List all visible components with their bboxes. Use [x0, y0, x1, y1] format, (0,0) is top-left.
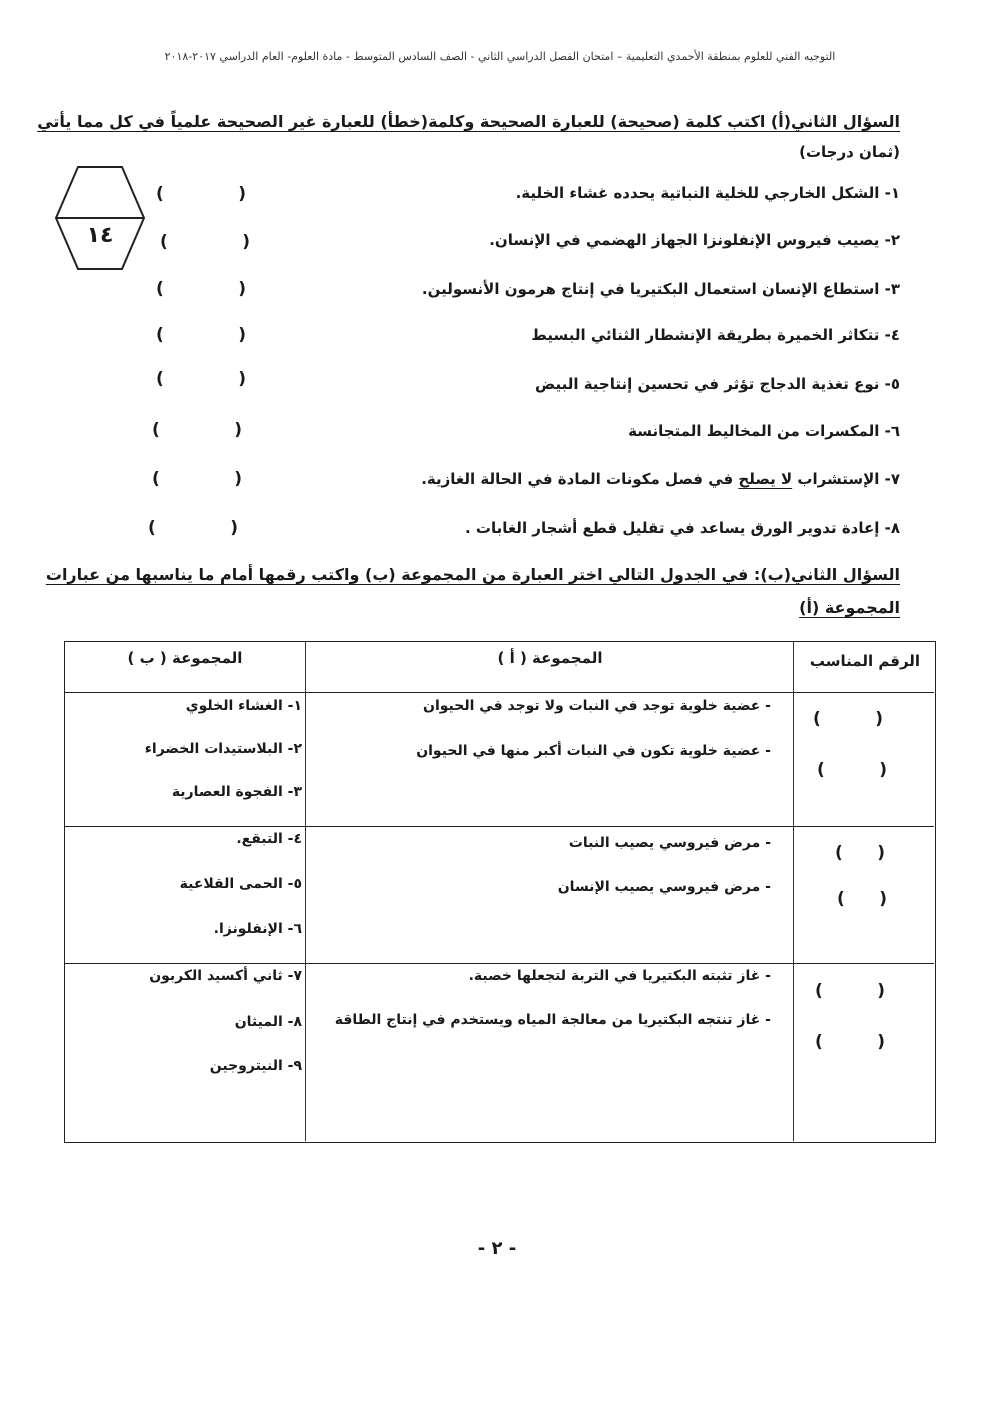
row3-answer-2[interactable]: ( ) [815, 1032, 885, 1052]
statement-3: ٣- استطاع الإنسان استعمال البكتيريا في إنتاج هرمون الأنسولين. [421, 280, 900, 298]
header-group-a: المجموعة ( أ ) [497, 649, 603, 667]
statement-7-emphasis: لا يصلح [738, 470, 793, 488]
answer-slot-8[interactable]: ( ) [148, 518, 238, 538]
statement-4: ٤- تتكاثر الخميرة بطريقة الإنشطار الثنائي البسيط [531, 326, 900, 344]
row3-answer-1[interactable]: ( ) [815, 981, 885, 1001]
row2-group-b-item-3: ٦- الإنفلونزا. [213, 921, 302, 937]
question-2a-marks: (ثمان درجات) [799, 143, 900, 161]
row1-answer-2[interactable]: ( ) [817, 760, 887, 780]
answer-slot-2[interactable]: ( ) [160, 232, 250, 252]
row2-group-a-item-1: - مرض فيروسي يصيب النبات [568, 835, 771, 851]
row2-group-b-item-1: ٤- التبقع. [236, 831, 302, 847]
row3-group-b-item-1: ٧- ثاني أكسيد الكربون [149, 968, 302, 984]
statement-1: ١- الشكل الخارجي للخلية النباتية يحدده غشاء الخلية. [515, 184, 900, 202]
header-group-b: المجموعة ( ب ) [127, 649, 243, 667]
question-2a-title: السؤال الثاني(أ) اكتب كلمة (صحيحة) للعبارة الصحيحة وكلمة(خطأ) للعبارة غير الصحيحة علمياً في كل مما يأتي [37, 112, 900, 131]
page-number: - ٢ - [477, 1238, 517, 1259]
row3-group-b-item-3: ٩- النيتروجين [209, 1058, 302, 1074]
score-hexagon-icon [52, 163, 148, 273]
row2-group-b-item-2: ٥- الحمى القلاعية [179, 876, 302, 892]
matching-table [64, 641, 936, 1143]
exam-header: التوجيه الفني للعلوم بمنطقة الأحمدي التعليمية – امتحان الفصل الدراسي الثاني - الصف السادس المتوسط - مادة العلوم- العام الدراسي ٢٠١٧-٢٠١٨ [164, 50, 836, 63]
row1-group-a-item-1: - عضية خلوية توجد في النبات ولا توجد في الحيوان [423, 698, 771, 714]
row3-group-a-item-2: - غاز تنتجه البكتيريا من معالجة المياه ويستخدم في إنتاج الطاقة [334, 1012, 771, 1028]
answer-slot-7[interactable]: ( ) [152, 469, 242, 489]
row1-group-b-item-2: ٢- البلاستيدات الخضراء [144, 741, 302, 757]
row1-answer-1[interactable]: ( ) [813, 709, 883, 729]
header-number: الرقم المناسب [809, 652, 921, 670]
statement-5: ٥- نوع تغذية الدجاج تؤثر في تحسين إنتاجية البيض [535, 375, 900, 393]
answer-slot-1[interactable]: ( ) [156, 184, 246, 204]
question-2b-title-cont: المجموعة (أ) [799, 598, 900, 617]
question-2b-title: السؤال الثاني(ب): في الجدول التالي اختر العبارة من المجموعة (ب) واكتب رقمها أمام ما يناسبها من عبارات [45, 565, 900, 584]
statement-6: ٦- المكسرات من المخاليط المتجانسة [628, 422, 900, 440]
score-value: ١٤ [86, 223, 114, 248]
row3-group-a-item-1: - غاز تثبته البكتيريا في التربة لتجعلها خصبة. [468, 968, 771, 984]
row2-answer-1[interactable]: ( ) [835, 843, 885, 863]
answer-slot-4[interactable]: ( ) [156, 325, 246, 345]
row1-group-b-item-1: ١- الغشاء الخلوي [185, 698, 302, 714]
row2-group-a-item-2: - مرض فيروسي يصيب الإنسان [557, 879, 771, 895]
answer-slot-6[interactable]: ( ) [152, 420, 242, 440]
statement-8: ٨- إعادة تدوير الورق يساعد في تقليل قطع أشجار الغابات . [464, 519, 900, 537]
row1-group-b-item-3: ٣- الفجوة العصارية [171, 784, 302, 800]
score-box [52, 163, 148, 273]
statement-2: ٢- يصيب فيروس الإنفلونزا الجهاز الهضمي في الإنسان. [489, 231, 900, 249]
row3-group-b-item-2: ٨- الميثان [234, 1014, 302, 1030]
answer-slot-5[interactable]: ( ) [156, 369, 246, 389]
answer-slot-3[interactable]: ( ) [156, 279, 246, 299]
statement-7: ٧- الإستشراب لا يصلح في فصل مكونات المادة في الحالة الغازية. [421, 470, 900, 488]
row2-answer-2[interactable]: ( ) [837, 889, 887, 909]
row1-group-a-item-2: - عضية خلوية تكون في النبات أكبر منها في الحيوان [416, 743, 771, 759]
